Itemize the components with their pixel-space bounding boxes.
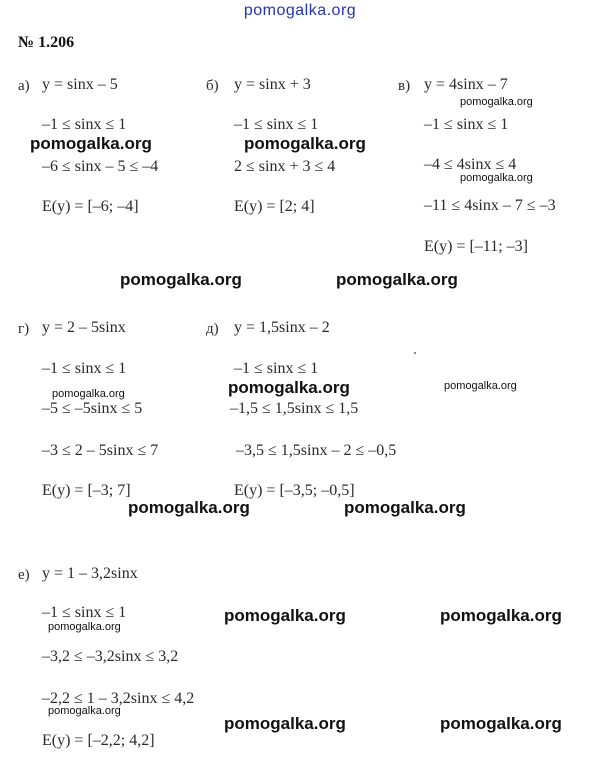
inequality-e-3: –2,2 ≤ 1 – 3,2sinx ≤ 4,2 bbox=[42, 690, 195, 707]
site-header-link[interactable]: pomogalka.org bbox=[243, 2, 357, 19]
part-letter-b: б) bbox=[206, 78, 219, 94]
inequality-g-3: –3 ≤ 2 – 5sinx ≤ 7 bbox=[42, 442, 159, 459]
part-letter-a: а) bbox=[18, 78, 30, 94]
inequality-b-2: 2 ≤ sinx + 3 ≤ 4 bbox=[234, 158, 336, 175]
inequality-d-2: –1,5 ≤ 1,5sinx ≤ 1,5 bbox=[230, 400, 359, 417]
watermark-text: pomogalka.org bbox=[440, 606, 562, 625]
function-e: y = 1 – 3,2sinx bbox=[42, 565, 138, 582]
inequality-b-1: –1 ≤ sinx ≤ 1 bbox=[234, 116, 319, 133]
function-a: y = sinx – 5 bbox=[42, 76, 118, 93]
watermark-text: pomogalka.org bbox=[224, 606, 346, 625]
range-b: E(y) = [2; 4] bbox=[234, 198, 315, 215]
watermark-text: pomogalka.org bbox=[30, 134, 152, 153]
range-a: E(y) = [–6; –4] bbox=[42, 198, 139, 215]
inequality-e-2: –3,2 ≤ –3,2sinx ≤ 3,2 bbox=[42, 648, 179, 665]
watermark-text: pomogalka.org bbox=[440, 714, 562, 733]
watermark-text: pomogalka.org bbox=[120, 270, 242, 289]
watermark-text: pomogalka.org bbox=[244, 134, 366, 153]
watermark-text: pomogalka.org bbox=[228, 378, 350, 397]
watermark-text: pomogalka.org bbox=[344, 498, 466, 517]
inequality-d-3: –3,5 ≤ 1,5sinx – 2 ≤ –0,5 bbox=[236, 442, 397, 459]
part-letter-g: г) bbox=[18, 321, 30, 337]
range-v: E(y) = [–11; –3] bbox=[424, 238, 528, 255]
part-letter-e: е) bbox=[18, 567, 30, 583]
watermark-text-small: pomogalka.org bbox=[48, 705, 121, 717]
stray-dot bbox=[414, 352, 416, 354]
range-e: E(y) = [–2,2; 4,2] bbox=[42, 732, 155, 749]
range-d: E(y) = [–3,5; –0,5] bbox=[234, 482, 355, 499]
function-b: y = sinx + 3 bbox=[234, 76, 311, 93]
function-d: y = 1,5sinx – 2 bbox=[234, 319, 330, 336]
watermark-text: pomogalka.org bbox=[128, 498, 250, 517]
inequality-v-3: –11 ≤ 4sinx – 7 ≤ –3 bbox=[424, 197, 556, 214]
watermark-text: pomogalka.org bbox=[336, 270, 458, 289]
watermark-text-small: pomogalka.org bbox=[444, 380, 517, 392]
inequality-e-1: –1 ≤ sinx ≤ 1 bbox=[42, 604, 127, 621]
range-g: E(y) = [–3; 7] bbox=[42, 482, 131, 499]
inequality-a-2: –6 ≤ sinx – 5 ≤ –4 bbox=[42, 158, 159, 175]
inequality-a-1: –1 ≤ sinx ≤ 1 bbox=[42, 116, 127, 133]
function-v: y = 4sinx – 7 bbox=[424, 76, 508, 93]
problem-number: № 1.206 bbox=[18, 34, 75, 51]
inequality-g-2: –5 ≤ –5sinx ≤ 5 bbox=[42, 400, 143, 417]
inequality-v-1: –1 ≤ sinx ≤ 1 bbox=[424, 116, 509, 133]
inequality-d-1: –1 ≤ sinx ≤ 1 bbox=[234, 360, 319, 377]
part-letter-d: д) bbox=[206, 321, 219, 337]
watermark-text-small: pomogalka.org bbox=[48, 621, 121, 633]
inequality-v-2: –4 ≤ 4sinx ≤ 4 bbox=[424, 156, 517, 173]
watermark-text-small: pomogalka.org bbox=[52, 388, 125, 400]
part-letter-v: в) bbox=[398, 78, 411, 94]
watermark-text-small: pomogalka.org bbox=[460, 96, 533, 108]
watermark-text-small: pomogalka.org bbox=[460, 172, 533, 184]
function-g: y = 2 – 5sinx bbox=[42, 319, 126, 336]
inequality-g-1: –1 ≤ sinx ≤ 1 bbox=[42, 360, 127, 377]
watermark-text: pomogalka.org bbox=[224, 714, 346, 733]
